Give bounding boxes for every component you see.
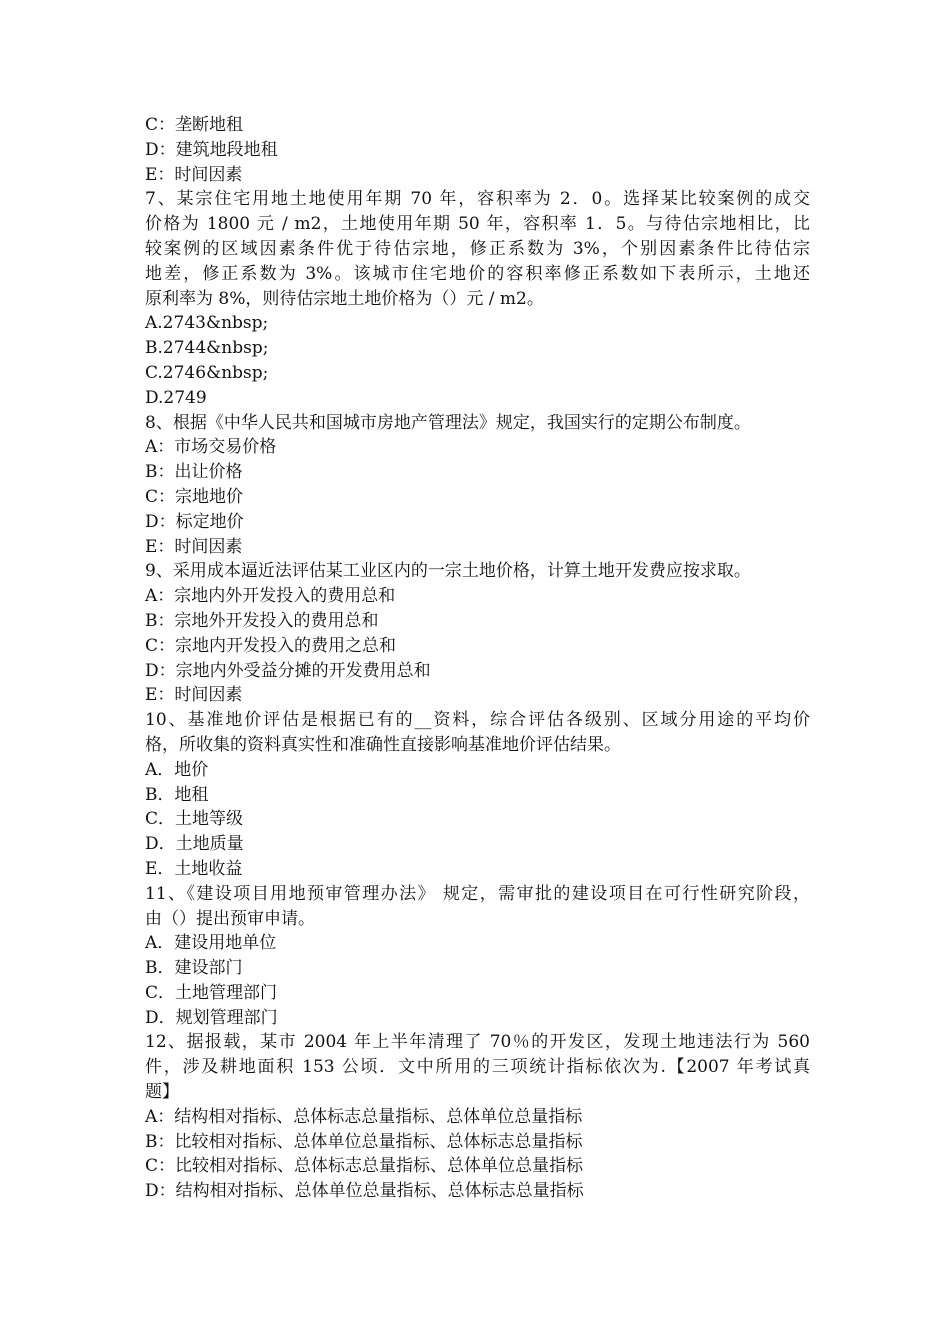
option-line: C：宗地内开发投入的费用之总和 (145, 635, 397, 656)
question-12-line: 题】 (145, 1082, 179, 1103)
question-10-line: 格，所收集的资料真实性和准确性直接影响基准地价评估结果。 (145, 734, 621, 755)
question-7-line: 地差，修正系数为 3%。该城市住宅地价的容积率修正系数如下表所示，土地还 (145, 263, 810, 284)
option-line: C．土地等级 (145, 809, 244, 830)
option-line: E：时间因素 (145, 536, 243, 557)
option-line: B．建设部门 (145, 958, 243, 979)
option-line: A：宗地内外开发投入的费用总和 (145, 586, 396, 607)
option-line: B．地租 (145, 784, 209, 805)
option-line: C.2746&nbsp; (145, 362, 269, 383)
option-line: E．土地收益 (145, 858, 243, 879)
option-line: A：结构相对指标、总体标志总量指标、总体单位总量指标 (145, 1106, 583, 1127)
option-line: C：宗地地价 (145, 486, 244, 507)
option-line: D：标定地价 (145, 511, 244, 532)
option-line: C．土地管理部门 (145, 982, 278, 1003)
option-line: B：比较相对指标、总体单位总量指标、总体标志总量指标 (145, 1131, 583, 1152)
question-7-line: 价格为 1800 元 / m2，土地使用年期 50 年，容积率 1．5。与待估宗地相比，比 (145, 214, 810, 235)
question-8-line: 8、根据《中华人民共和国城市房地产管理法》规定，我国实行的定期公布制度。 (145, 412, 751, 433)
option-line: B.2744&nbsp; (145, 338, 269, 359)
option-line: A：市场交易价格 (145, 437, 277, 458)
option-line: E：时间因素 (145, 685, 243, 706)
question-7-line: 7、某宗住宅用地土地使用年期 70 年，容积率为 2．0。选择某比较案例的成交 (145, 189, 810, 210)
option-line: B：出让价格 (145, 462, 243, 483)
question-12-line: 件，涉及耕地面积 153 公顷．文中所用的三项统计指标依次为.【2007 年考试真 (145, 1057, 810, 1078)
text-line: C：垄断地租 (145, 115, 244, 135)
text-line: D：建筑地段地租 (145, 139, 278, 160)
question-11-line: 由（）提出预审申请。 (145, 908, 315, 929)
question-11-line: 11、《建设项目用地预审管理办法》 规定，需审批的建设项目在可行性研究阶段， (145, 883, 810, 904)
option-line: A．地价 (145, 759, 209, 780)
question-10-line: 10、基准地价评估是根据已有的__资料，综合评估各级别、区域分用途的平均价 (145, 710, 810, 731)
option-line: C：比较相对指标、总体标志总量指标、总体单位总量指标 (145, 1156, 584, 1177)
option-line: D.2749 (145, 387, 207, 408)
option-line: A．建设用地单位 (145, 933, 277, 954)
option-line: D．规划管理部门 (145, 1007, 278, 1028)
question-7-line: 较案例的区域因素条件优于待估宗地，修正系数为 3%，个别因素条件比待估宗 (145, 238, 810, 259)
question-7-line: 原利率为 8%，则待估宗地土地价格为（）元 / m2。 (145, 288, 544, 309)
document-page (145, 113, 810, 1204)
option-line: B：宗地外开发投入的费用总和 (145, 610, 379, 631)
text-line: E：时间因素 (145, 164, 243, 185)
question-12-line: 12、据报载，某市 2004 年上半年清理了 70％的开发区，发现土地违法行为 560 (145, 1032, 810, 1053)
option-line: D：结构相对指标、总体单位总量指标、总体标志总量指标 (145, 1181, 584, 1202)
option-line: A.2743&nbsp; (145, 313, 269, 334)
question-9-line: 9、采用成本逼近法评估某工业区内的一宗土地价格，计算土地开发费应按求取。 (145, 561, 751, 582)
option-line: D：宗地内外受益分摊的开发费用总和 (145, 660, 431, 681)
option-line: D．土地质量 (145, 834, 244, 855)
